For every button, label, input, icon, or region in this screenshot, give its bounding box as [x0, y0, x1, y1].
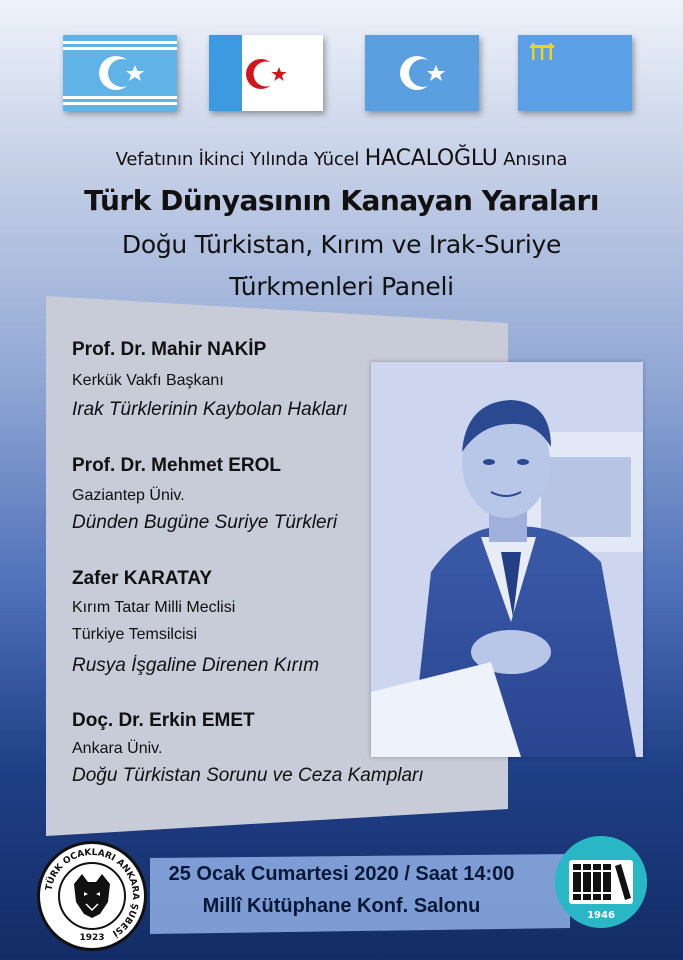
memorial-suffix: Anısına [503, 149, 568, 170]
memorial-prefix: Vefatının İkinci Yılında Yücel [115, 149, 360, 170]
logo-ring-text: TÜRK OCAKLARI ANKARA ŞUBESİ [44, 847, 141, 938]
speaker-2-talk: Dünden Bugüne Suriye Türkleri [72, 512, 338, 533]
books-logo-icon [555, 836, 647, 928]
speaker-1-name: Prof. Dr. Mahir NAKİP [72, 339, 267, 360]
event-datetime: 25 Ocak Cumartesi 2020 / Saat 14:00 [168, 863, 515, 885]
speaker-4-talk: Doğu Türkistan Sorunu ve Ceza Kampları [72, 765, 424, 786]
panel-main-title: Türk Dünyasının Kanayan Yaraları [84, 184, 599, 217]
speaker-2-name: Prof. Dr. Mehmet EROL [72, 455, 282, 476]
event-venue: Millî Kütüphane Konf. Salonu [202, 895, 481, 917]
speaker-3-institution-line1: Kırım Tatar Milli Meclisi [72, 599, 236, 616]
syrian-turkmen-flag-icon [209, 35, 323, 111]
memorial-line [0, 146, 683, 171]
turk-ocaklari-logo-icon [37, 841, 147, 951]
panel-subtitle-line1: Doğu Türkistan, Kırım ve Irak-Suriye [121, 230, 562, 259]
east-turkestan-flag-icon [365, 35, 479, 111]
memorial-name: HACALOĞLU [364, 146, 498, 171]
speaker-3-name: Zafer KARATAY [72, 568, 213, 589]
panel-subtitle-line2: Türkmenleri Paneli [229, 272, 454, 301]
logo-right-year: 1946 [587, 910, 615, 921]
speaker-4-institution: Ankara Üniv. [72, 740, 163, 757]
logo-left-year: 1923 [79, 933, 105, 943]
speaker-4-name: Doç. Dr. Erkin EMET [72, 710, 255, 731]
speaker-3-talk: Rusya İşgaline Direnen Kırım [72, 655, 320, 676]
speaker-1-institution: Kerkük Vakfı Başkanı [72, 372, 224, 389]
portrait-photo [371, 362, 643, 757]
speaker-3-institution-line2: Türkiye Temsilcisi [72, 626, 198, 643]
crimean-tatar-flag-icon [518, 35, 632, 111]
iraqi-turkmen-flag-icon [63, 35, 177, 111]
speaker-1-talk: Irak Türklerinin Kaybolan Hakları [72, 399, 348, 420]
speaker-2-institution: Gaziantep Üniv. [72, 487, 185, 504]
